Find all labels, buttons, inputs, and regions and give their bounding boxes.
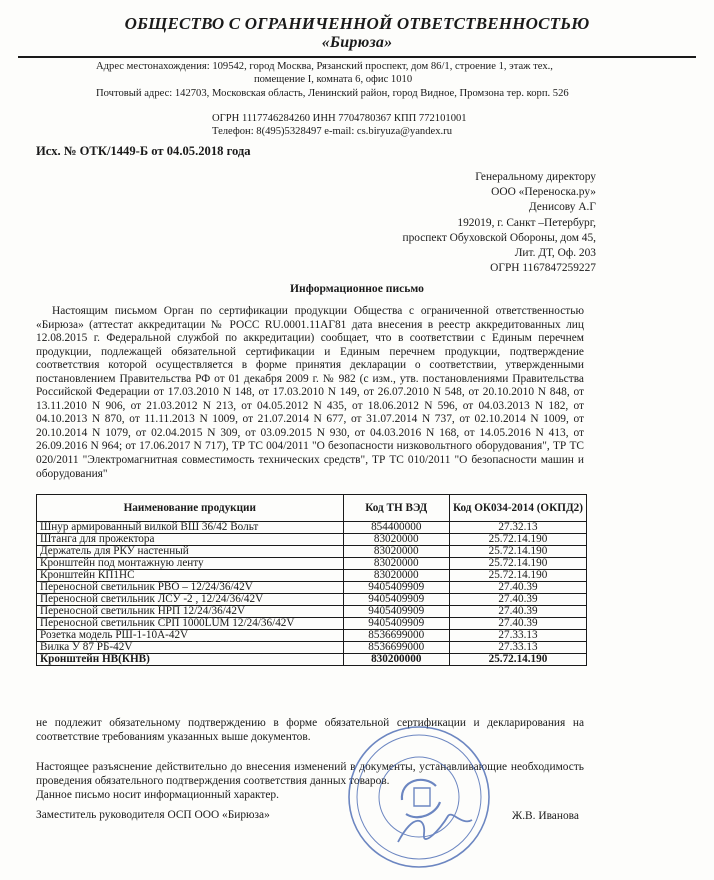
signatory-position: Заместитель руководителя ОСП ООО «Бирюза» bbox=[36, 809, 270, 821]
not-subject-paragraph: не подлежит обязательному подтверждению в форме обязательной сертификации и декларирования на соответствие требованиям указанных выше документов. bbox=[36, 717, 584, 743]
cell-okpd2-code: 27.33.13 bbox=[449, 642, 586, 654]
cell-product-name: Штанга для прожектора bbox=[37, 534, 344, 546]
cell-okpd2-code: 27.32.13 bbox=[449, 522, 586, 534]
cell-tn-ved-code: 9405409909 bbox=[343, 618, 449, 630]
table-row bbox=[37, 642, 587, 654]
postal-address: Почтовый адрес: 142703, Московская область, Ленинский район, город Видное, Промзона тер. корп. 526 bbox=[96, 88, 569, 99]
contacts: Телефон: 8(495)5328497 e-mail: cs.biryuza@yandex.ru bbox=[212, 126, 452, 137]
cell-tn-ved-code: 830200000 bbox=[343, 654, 449, 666]
cell-product-name: Вилка У 87 РБ-42V bbox=[37, 642, 344, 654]
cell-okpd2-code: 25.72.14.190 bbox=[449, 534, 586, 546]
addressee-line: ОГРН 1167847259227 bbox=[490, 262, 596, 275]
products-table bbox=[36, 494, 587, 666]
cell-tn-ved-code: 9405409909 bbox=[343, 582, 449, 594]
header-tn-ved-code: Код ТН ВЭД bbox=[343, 495, 449, 522]
cell-okpd2-code: 25.72.14.190 bbox=[449, 558, 586, 570]
products-table-body bbox=[37, 522, 587, 666]
addressee-block bbox=[402, 170, 596, 276]
table-row bbox=[37, 618, 587, 630]
table-row bbox=[37, 522, 587, 534]
signatory-name: Ж.В. Иванова bbox=[512, 810, 579, 822]
validity-paragraph bbox=[36, 760, 584, 802]
cell-okpd2-code: 25.72.14.190 bbox=[449, 546, 586, 558]
letterhead-divider bbox=[18, 56, 696, 58]
cell-product-name: Шнур армированный вилкой ВШ 36/42 Вольт bbox=[37, 522, 344, 534]
letter-title: Информационное письмо bbox=[290, 282, 424, 295]
cell-tn-ved-code: 9405409909 bbox=[343, 594, 449, 606]
table-row bbox=[37, 558, 587, 570]
header-product-name: Наименование продукции bbox=[37, 495, 344, 522]
cell-product-name: Кронштейн КП1НС bbox=[37, 570, 344, 582]
round-seal-stamp bbox=[344, 722, 494, 872]
cell-product-name: Переносной светильник РВО – 12/24/36/42V bbox=[37, 582, 344, 594]
registration-numbers: ОГРН 1117746284260 ИНН 7704780367 КПП 772101001 bbox=[212, 113, 467, 124]
table-row bbox=[37, 654, 587, 666]
body-paragraph: Настоящим письмом Орган по сертификации продукции Общества с ограниченной ответственностью «Бирюза» (аттестат аккредитации № РОСС RU.0001.11АГ81 дата внесения в реестр аккредитованных лиц 12.08.2015 г. Федеральной службой по аккредитации) сообщает, что в соответствии с Единым перечнем продукции, подлежащей обязательной сертификации и Единым перечнем продукции, подтверждение соответствия которой осуществляется в форме принятия декларации о соответствии, утвержденными постановлением Правительства РФ от 01 декабря 2009 г. № 982 (с изм., утв. постановлениями Правительства Российской Федерации от 17.03.2010 N 148, от 17.03.2010 N 149, от 26.07.2010 N 548, от 20.10.2010 N 848, от 13.11.2010 N 906, от 21.03.2012 N 213, от 04.05.2012 N 435, от 18.06.2012 N 596, от 04.03.2013 N 182, от 04.10.2013 N 870, от 11.11.2013 N 1009, от 21.07.2014 N 677, от 31.07.2014 N 737, от 02.10.2014 N 1009, от 20.10.2014 N 1079, от 02.04.2015 N 309, от 03.09.2015 N 930, от 04.03.2016 N 168, от 14.05.2016 N 413, от 26.09.2016 N 964; от 17.06.2017 N 717), ТР ТС 004/2011 "О безопасности низковольтного оборудования", ТР ТС 020/2011 "Электромагнитная совместимость технических средств", ТР ТС 010/2011 "О безопасности машин и оборудования" bbox=[36, 305, 584, 480]
cell-tn-ved-code: 8536699000 bbox=[343, 642, 449, 654]
table-row bbox=[37, 594, 587, 606]
header-okpd2-code: Код ОК034-2014 (ОКПД2) bbox=[449, 495, 586, 522]
addressee-line: Денисову А.Г bbox=[528, 201, 596, 214]
table-row bbox=[37, 606, 587, 618]
table-header-row bbox=[37, 495, 587, 522]
cell-tn-ved-code: 83020000 bbox=[343, 558, 449, 570]
addressee-line: ООО «Переноска.ру» bbox=[491, 186, 596, 199]
cell-product-name: Переносной светильник СРП 1000LUM 12/24/36/42V bbox=[37, 618, 344, 630]
validity-text: Настоящее разъяснение действительно до внесения изменений в документы, устанавливающие необходимость проведения обязательного подтверждения соответствия данных товаров. bbox=[36, 761, 584, 787]
addressee-line: проспект Обуховской Обороны, дом 45, bbox=[402, 231, 596, 244]
cell-product-name: Розетка модель РШ-1-10А-42V bbox=[37, 630, 344, 642]
cell-okpd2-code: 27.40.39 bbox=[449, 582, 586, 594]
cell-okpd2-code: 25.72.14.190 bbox=[449, 570, 586, 582]
addressee-line: Генеральному директору bbox=[475, 171, 596, 183]
table-row bbox=[37, 570, 587, 582]
cell-tn-ved-code: 83020000 bbox=[343, 570, 449, 582]
table-row bbox=[37, 630, 587, 642]
address-line2: помещение I, комната 6, офис 1010 bbox=[254, 74, 413, 85]
addressee-line: 192019, г. Санкт –Петербург, bbox=[457, 216, 596, 229]
org-name-line2: «Бирюза» bbox=[321, 34, 393, 51]
cell-okpd2-code: 25.72.14.190 bbox=[449, 654, 586, 666]
cell-tn-ved-code: 9405409909 bbox=[343, 606, 449, 618]
cell-product-name: Кронштейн НВ(КНВ) bbox=[37, 654, 344, 666]
cell-product-name: Переносной светильник НРП 12/24/36/42V bbox=[37, 606, 344, 618]
table-row bbox=[37, 546, 587, 558]
cell-product-name: Кронштейн под монтажную ленту bbox=[37, 558, 344, 570]
cell-okpd2-code: 27.40.39 bbox=[449, 618, 586, 630]
informational-note: Данное письмо носит информационный характер. bbox=[36, 789, 279, 801]
table-row bbox=[37, 582, 587, 594]
cell-tn-ved-code: 854400000 bbox=[343, 522, 449, 534]
outgoing-reference: Исх. № ОТК/1449-Б от 04.05.2018 года bbox=[36, 144, 251, 158]
cell-okpd2-code: 27.40.39 bbox=[449, 594, 586, 606]
cell-product-name: Держатель для РКУ настенный bbox=[37, 546, 344, 558]
org-name-line1: ОБЩЕСТВО С ОГРАНИЧЕННОЙ ОТВЕТСТВЕННОСТЬЮ bbox=[124, 14, 590, 33]
address-line1: Адрес местонахождения: 109542, город Москва, Рязанский проспект, дом 86/1, строение 1, этаж тех., bbox=[96, 61, 553, 72]
cell-okpd2-code: 27.40.39 bbox=[449, 606, 586, 618]
cell-product-name: Переносной светильник ЛСУ -2 , 12/24/36/42V bbox=[37, 594, 344, 606]
cell-tn-ved-code: 83020000 bbox=[343, 534, 449, 546]
cell-tn-ved-code: 8536699000 bbox=[343, 630, 449, 642]
addressee-line: Лит. ДТ, Оф. 203 bbox=[514, 247, 596, 260]
cell-okpd2-code: 27.33.13 bbox=[449, 630, 586, 642]
cell-tn-ved-code: 83020000 bbox=[343, 546, 449, 558]
table-row bbox=[37, 534, 587, 546]
